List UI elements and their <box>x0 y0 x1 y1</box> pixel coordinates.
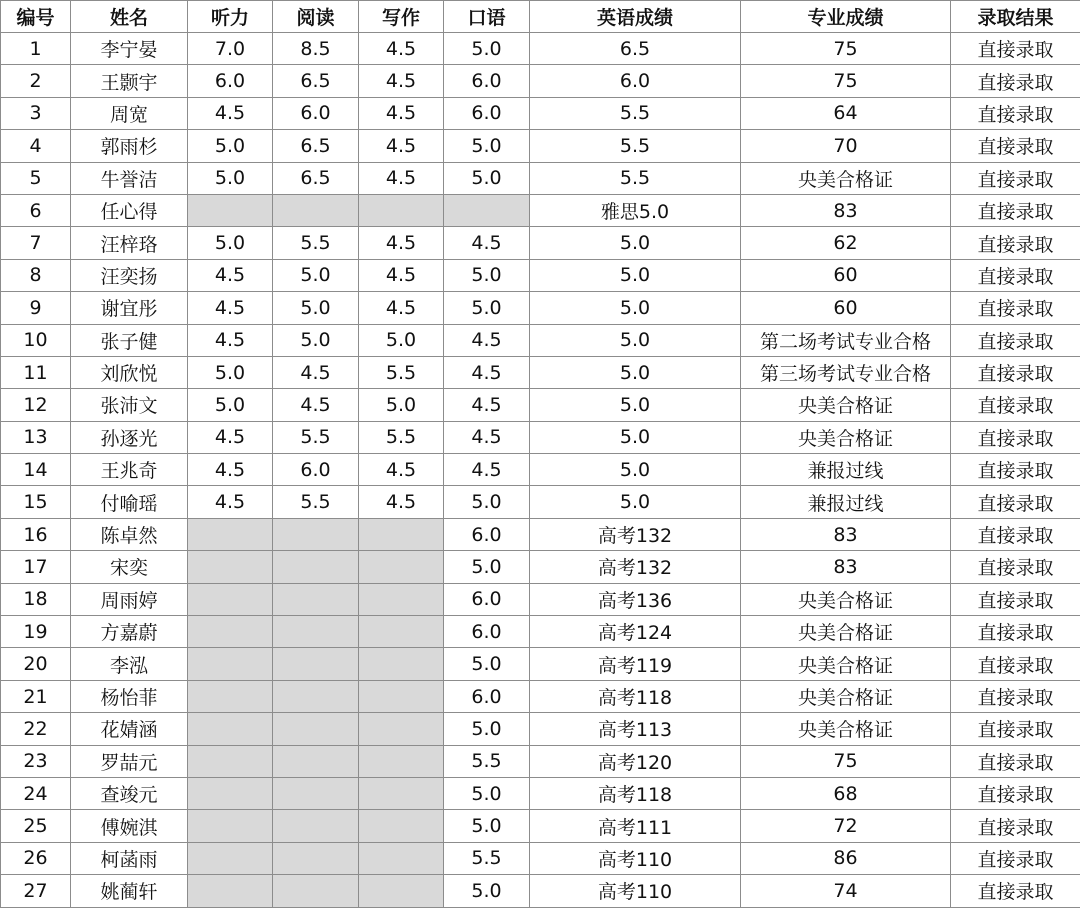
cell-listening: 5.0 <box>188 227 273 259</box>
cell-reading: 5.0 <box>273 292 359 324</box>
cell-writing: 4.5 <box>359 259 444 291</box>
cell-english-score: 5.0 <box>530 454 741 486</box>
cell-speaking: 6.0 <box>444 518 530 550</box>
cell-reading: 6.0 <box>273 454 359 486</box>
table-row <box>1 33 1080 65</box>
cell-id: 20 <box>1 648 71 680</box>
cell-id: 1 <box>1 33 71 65</box>
cell-major-score: 央美合格证 <box>741 616 951 648</box>
cell-speaking: 5.0 <box>444 648 530 680</box>
cell-english-score: 5.0 <box>530 259 741 291</box>
cell-speaking: 6.0 <box>444 680 530 712</box>
cell-writing <box>359 680 444 712</box>
cell-major-score: 74 <box>741 875 951 907</box>
cell-major-score: 兼报过线 <box>741 486 951 518</box>
cell-listening: 4.5 <box>188 454 273 486</box>
cell-reading: 8.5 <box>273 33 359 65</box>
cell-speaking: 5.0 <box>444 259 530 291</box>
cell-reading <box>273 194 359 226</box>
cell-name: 姚蔺轩 <box>71 875 188 907</box>
cell-admission-result: 直接录取 <box>951 356 1080 388</box>
cell-reading: 6.0 <box>273 97 359 129</box>
cell-reading <box>273 713 359 745</box>
cell-name: 花婧涵 <box>71 713 188 745</box>
cell-admission-result: 直接录取 <box>951 65 1080 97</box>
cell-writing: 4.5 <box>359 292 444 324</box>
cell-name: 张子健 <box>71 324 188 356</box>
cell-reading <box>273 551 359 583</box>
cell-writing <box>359 875 444 907</box>
cell-reading: 6.5 <box>273 162 359 194</box>
cell-major-score: 央美合格证 <box>741 583 951 615</box>
cell-english-score: 5.0 <box>530 486 741 518</box>
cell-listening <box>188 777 273 809</box>
cell-reading <box>273 777 359 809</box>
cell-name: 宋奕 <box>71 551 188 583</box>
cell-writing <box>359 518 444 550</box>
cell-admission-result: 直接录取 <box>951 130 1080 162</box>
col-header-reading: 阅读 <box>273 1 359 33</box>
cell-speaking: 5.0 <box>444 486 530 518</box>
cell-major-score: 央美合格证 <box>741 389 951 421</box>
cell-english-score: 5.0 <box>530 292 741 324</box>
cell-name: 李泓 <box>71 648 188 680</box>
cell-major-score: 央美合格证 <box>741 421 951 453</box>
cell-id: 16 <box>1 518 71 550</box>
cell-speaking: 4.5 <box>444 227 530 259</box>
cell-writing <box>359 745 444 777</box>
table-row <box>1 97 1080 129</box>
cell-name: 孙逐光 <box>71 421 188 453</box>
cell-reading: 5.0 <box>273 259 359 291</box>
table-row <box>1 810 1080 842</box>
table-row <box>1 421 1080 453</box>
table-row <box>1 454 1080 486</box>
table-row <box>1 162 1080 194</box>
cell-id: 3 <box>1 97 71 129</box>
cell-admission-result: 直接录取 <box>951 259 1080 291</box>
cell-english-score: 高考119 <box>530 648 741 680</box>
cell-admission-result: 直接录取 <box>951 745 1080 777</box>
cell-id: 19 <box>1 616 71 648</box>
cell-admission-result: 直接录取 <box>951 486 1080 518</box>
cell-speaking <box>444 194 530 226</box>
cell-reading <box>273 583 359 615</box>
cell-id: 8 <box>1 259 71 291</box>
cell-name: 柯菡雨 <box>71 842 188 874</box>
cell-listening: 4.5 <box>188 259 273 291</box>
table-row <box>1 227 1080 259</box>
col-header-listening: 听力 <box>188 1 273 33</box>
cell-writing <box>359 551 444 583</box>
cell-admission-result: 直接录取 <box>951 194 1080 226</box>
cell-speaking: 6.0 <box>444 65 530 97</box>
cell-listening <box>188 648 273 680</box>
cell-reading <box>273 680 359 712</box>
cell-major-score: 75 <box>741 33 951 65</box>
table-row <box>1 194 1080 226</box>
cell-speaking: 5.0 <box>444 130 530 162</box>
cell-writing: 5.5 <box>359 421 444 453</box>
col-header-major-score: 专业成绩 <box>741 1 951 33</box>
cell-admission-result: 直接录取 <box>951 454 1080 486</box>
table-row <box>1 65 1080 97</box>
cell-writing: 4.5 <box>359 486 444 518</box>
cell-major-score: 75 <box>741 745 951 777</box>
cell-listening: 6.0 <box>188 65 273 97</box>
cell-reading <box>273 616 359 648</box>
cell-major-score: 兼报过线 <box>741 454 951 486</box>
cell-major-score: 75 <box>741 65 951 97</box>
cell-admission-result: 直接录取 <box>951 33 1080 65</box>
cell-listening <box>188 583 273 615</box>
table-row <box>1 259 1080 291</box>
cell-listening: 5.0 <box>188 162 273 194</box>
cell-id: 22 <box>1 713 71 745</box>
cell-listening: 5.0 <box>188 356 273 388</box>
cell-listening <box>188 842 273 874</box>
cell-speaking: 4.5 <box>444 421 530 453</box>
cell-english-score: 5.0 <box>530 421 741 453</box>
col-header-speaking: 口语 <box>444 1 530 33</box>
cell-id: 13 <box>1 421 71 453</box>
cell-admission-result: 直接录取 <box>951 875 1080 907</box>
cell-writing <box>359 616 444 648</box>
cell-speaking: 5.0 <box>444 810 530 842</box>
cell-speaking: 5.5 <box>444 842 530 874</box>
cell-reading: 5.5 <box>273 227 359 259</box>
cell-english-score: 高考111 <box>530 810 741 842</box>
cell-id: 27 <box>1 875 71 907</box>
cell-admission-result: 直接录取 <box>951 583 1080 615</box>
cell-id: 14 <box>1 454 71 486</box>
cell-listening: 4.5 <box>188 292 273 324</box>
col-header-admission-result: 录取结果 <box>951 1 1080 33</box>
cell-major-score: 86 <box>741 842 951 874</box>
cell-reading: 6.5 <box>273 130 359 162</box>
cell-english-score: 高考118 <box>530 777 741 809</box>
cell-admission-result: 直接录取 <box>951 162 1080 194</box>
cell-id: 24 <box>1 777 71 809</box>
cell-id: 7 <box>1 227 71 259</box>
cell-name: 郭雨杉 <box>71 130 188 162</box>
cell-name: 周宽 <box>71 97 188 129</box>
cell-name: 王兆奇 <box>71 454 188 486</box>
cell-writing: 5.5 <box>359 356 444 388</box>
cell-major-score: 83 <box>741 194 951 226</box>
cell-listening: 7.0 <box>188 33 273 65</box>
cell-major-score: 央美合格证 <box>741 648 951 680</box>
col-header-english-score: 英语成绩 <box>530 1 741 33</box>
cell-name: 汪奕扬 <box>71 259 188 291</box>
cell-writing <box>359 194 444 226</box>
cell-major-score: 62 <box>741 227 951 259</box>
cell-writing <box>359 842 444 874</box>
cell-speaking: 5.0 <box>444 33 530 65</box>
cell-english-score: 5.0 <box>530 389 741 421</box>
cell-id: 21 <box>1 680 71 712</box>
cell-english-score: 高考110 <box>530 842 741 874</box>
table-row <box>1 324 1080 356</box>
cell-major-score: 68 <box>741 777 951 809</box>
cell-id: 17 <box>1 551 71 583</box>
cell-major-score: 第三场考试专业合格 <box>741 356 951 388</box>
table-row <box>1 616 1080 648</box>
cell-listening: 4.5 <box>188 486 273 518</box>
cell-id: 10 <box>1 324 71 356</box>
cell-reading: 4.5 <box>273 389 359 421</box>
table-row <box>1 842 1080 874</box>
cell-speaking: 5.0 <box>444 292 530 324</box>
cell-writing: 4.5 <box>359 65 444 97</box>
header-row <box>1 1 1080 33</box>
cell-name: 谢宜彤 <box>71 292 188 324</box>
cell-admission-result: 直接录取 <box>951 292 1080 324</box>
cell-speaking: 5.5 <box>444 745 530 777</box>
cell-admission-result: 直接录取 <box>951 810 1080 842</box>
cell-speaking: 4.5 <box>444 389 530 421</box>
cell-name: 查竣元 <box>71 777 188 809</box>
cell-id: 5 <box>1 162 71 194</box>
col-header-writing: 写作 <box>359 1 444 33</box>
cell-english-score: 高考132 <box>530 518 741 550</box>
cell-admission-result: 直接录取 <box>951 518 1080 550</box>
cell-admission-result: 直接录取 <box>951 616 1080 648</box>
cell-name: 杨怡菲 <box>71 680 188 712</box>
cell-speaking: 6.0 <box>444 97 530 129</box>
table-row <box>1 680 1080 712</box>
cell-speaking: 5.0 <box>444 875 530 907</box>
cell-speaking: 6.0 <box>444 616 530 648</box>
cell-writing: 4.5 <box>359 130 444 162</box>
cell-admission-result: 直接录取 <box>951 421 1080 453</box>
cell-name: 刘欣悦 <box>71 356 188 388</box>
cell-name: 牛誉洁 <box>71 162 188 194</box>
cell-english-score: 5.0 <box>530 324 741 356</box>
cell-name: 周雨婷 <box>71 583 188 615</box>
table-row <box>1 777 1080 809</box>
cell-major-score: 60 <box>741 292 951 324</box>
table-row <box>1 518 1080 550</box>
cell-major-score: 72 <box>741 810 951 842</box>
cell-listening <box>188 680 273 712</box>
cell-major-score: 央美合格证 <box>741 713 951 745</box>
cell-id: 23 <box>1 745 71 777</box>
cell-id: 4 <box>1 130 71 162</box>
cell-name: 陈卓然 <box>71 518 188 550</box>
cell-admission-result: 直接录取 <box>951 648 1080 680</box>
cell-listening <box>188 194 273 226</box>
cell-major-score: 央美合格证 <box>741 680 951 712</box>
cell-writing: 4.5 <box>359 454 444 486</box>
cell-major-score: 64 <box>741 97 951 129</box>
cell-reading: 6.5 <box>273 65 359 97</box>
cell-admission-result: 直接录取 <box>951 713 1080 745</box>
cell-name: 方嘉蔚 <box>71 616 188 648</box>
cell-writing: 4.5 <box>359 33 444 65</box>
cell-listening: 5.0 <box>188 389 273 421</box>
cell-major-score: 70 <box>741 130 951 162</box>
cell-name: 傅婉淇 <box>71 810 188 842</box>
cell-reading <box>273 518 359 550</box>
cell-listening <box>188 518 273 550</box>
cell-reading: 5.5 <box>273 421 359 453</box>
cell-name: 付喻瑶 <box>71 486 188 518</box>
cell-id: 11 <box>1 356 71 388</box>
cell-name: 张沛文 <box>71 389 188 421</box>
cell-writing: 4.5 <box>359 97 444 129</box>
cell-admission-result: 直接录取 <box>951 842 1080 874</box>
cell-listening <box>188 551 273 583</box>
cell-english-score: 5.5 <box>530 97 741 129</box>
cell-english-score: 5.5 <box>530 162 741 194</box>
cell-listening <box>188 875 273 907</box>
cell-speaking: 5.0 <box>444 713 530 745</box>
cell-english-score: 5.5 <box>530 130 741 162</box>
table-body <box>1 33 1080 908</box>
cell-major-score: 60 <box>741 259 951 291</box>
cell-name: 李宁晏 <box>71 33 188 65</box>
cell-listening <box>188 616 273 648</box>
cell-english-score: 雅思5.0 <box>530 194 741 226</box>
cell-admission-result: 直接录取 <box>951 97 1080 129</box>
cell-writing <box>359 583 444 615</box>
cell-writing: 5.0 <box>359 324 444 356</box>
cell-major-score: 央美合格证 <box>741 162 951 194</box>
cell-major-score: 83 <box>741 551 951 583</box>
cell-id: 26 <box>1 842 71 874</box>
cell-admission-result: 直接录取 <box>951 227 1080 259</box>
cell-reading <box>273 745 359 777</box>
cell-listening: 4.5 <box>188 421 273 453</box>
cell-english-score: 高考113 <box>530 713 741 745</box>
cell-name: 王颢宇 <box>71 65 188 97</box>
cell-speaking: 6.0 <box>444 583 530 615</box>
cell-listening: 4.5 <box>188 324 273 356</box>
cell-listening <box>188 810 273 842</box>
cell-name: 罗喆元 <box>71 745 188 777</box>
cell-english-score: 6.5 <box>530 33 741 65</box>
cell-english-score: 高考124 <box>530 616 741 648</box>
cell-writing <box>359 777 444 809</box>
cell-english-score: 高考118 <box>530 680 741 712</box>
table-row <box>1 875 1080 907</box>
table-row <box>1 713 1080 745</box>
cell-reading: 4.5 <box>273 356 359 388</box>
cell-id: 25 <box>1 810 71 842</box>
table-row <box>1 389 1080 421</box>
table-row <box>1 648 1080 680</box>
cell-speaking: 4.5 <box>444 324 530 356</box>
cell-listening: 4.5 <box>188 97 273 129</box>
cell-speaking: 5.0 <box>444 551 530 583</box>
cell-listening <box>188 745 273 777</box>
cell-listening <box>188 713 273 745</box>
table-row <box>1 130 1080 162</box>
cell-reading <box>273 810 359 842</box>
cell-speaking: 5.0 <box>444 777 530 809</box>
table-row <box>1 356 1080 388</box>
table-row <box>1 745 1080 777</box>
cell-writing <box>359 648 444 680</box>
cell-writing: 4.5 <box>359 227 444 259</box>
cell-id: 6 <box>1 194 71 226</box>
col-header-name: 姓名 <box>71 1 188 33</box>
cell-writing <box>359 713 444 745</box>
cell-speaking: 4.5 <box>444 356 530 388</box>
cell-english-score: 高考110 <box>530 875 741 907</box>
cell-writing: 4.5 <box>359 162 444 194</box>
table-row <box>1 292 1080 324</box>
cell-english-score: 5.0 <box>530 356 741 388</box>
cell-writing <box>359 810 444 842</box>
cell-english-score: 高考120 <box>530 745 741 777</box>
cell-english-score: 高考136 <box>530 583 741 615</box>
cell-admission-result: 直接录取 <box>951 680 1080 712</box>
cell-admission-result: 直接录取 <box>951 324 1080 356</box>
cell-reading: 5.0 <box>273 324 359 356</box>
table-row <box>1 551 1080 583</box>
cell-name: 任心得 <box>71 194 188 226</box>
cell-speaking: 4.5 <box>444 454 530 486</box>
cell-english-score: 5.0 <box>530 227 741 259</box>
cell-id: 12 <box>1 389 71 421</box>
cell-major-score: 第二场考试专业合格 <box>741 324 951 356</box>
cell-id: 18 <box>1 583 71 615</box>
cell-id: 9 <box>1 292 71 324</box>
cell-reading <box>273 875 359 907</box>
cell-reading: 5.5 <box>273 486 359 518</box>
cell-writing: 5.0 <box>359 389 444 421</box>
col-header-id: 编号 <box>1 1 71 33</box>
table-row <box>1 583 1080 615</box>
cell-major-score: 83 <box>741 518 951 550</box>
cell-admission-result: 直接录取 <box>951 777 1080 809</box>
cell-english-score: 高考132 <box>530 551 741 583</box>
cell-english-score: 6.0 <box>530 65 741 97</box>
cell-listening: 5.0 <box>188 130 273 162</box>
cell-id: 15 <box>1 486 71 518</box>
cell-id: 2 <box>1 65 71 97</box>
cell-admission-result: 直接录取 <box>951 389 1080 421</box>
table-row <box>1 486 1080 518</box>
cell-name: 汪梓珞 <box>71 227 188 259</box>
cell-admission-result: 直接录取 <box>951 551 1080 583</box>
cell-speaking: 5.0 <box>444 162 530 194</box>
cell-reading <box>273 842 359 874</box>
cell-reading <box>273 648 359 680</box>
